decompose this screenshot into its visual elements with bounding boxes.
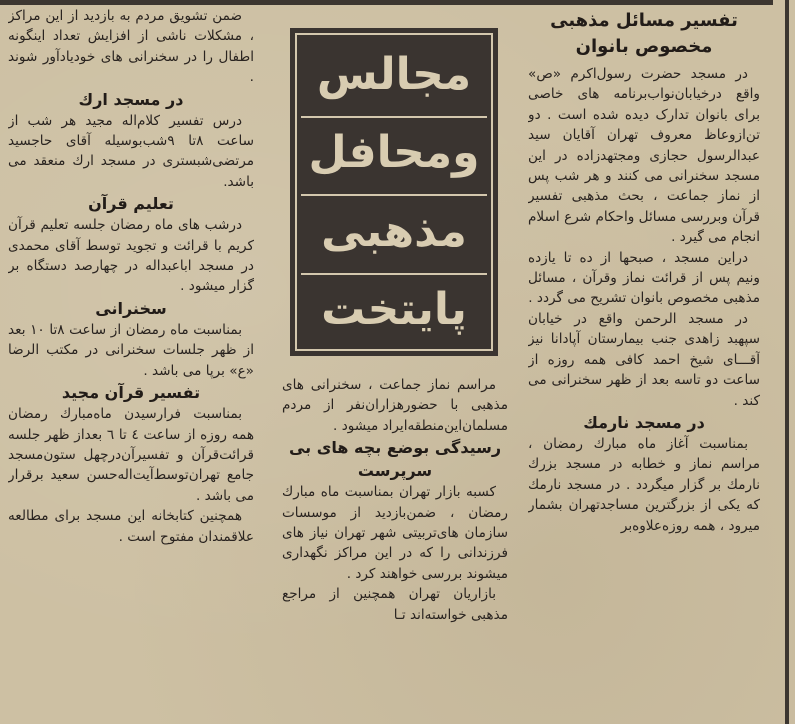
section-heading-orphans: رسیدگی بوضع بچه های بی سرپرست <box>288 438 502 481</box>
section-heading-quran-teaching: تعلیم قرآن <box>88 194 174 214</box>
article-paragraph: کسبه بازار تهران بمناسبت ماه مبارك رمضان ، ضمن‌بازدید از موسسات سازمان های‌تربیتی شهر تهران نیاز های فرزندانی را كه در این مراكز نگهداری میشوند بررسی خواهند كرد . <box>282 484 508 582</box>
section-heading-quran-tafsir: تفسیر قرآن مجید <box>61 383 201 403</box>
top-rule <box>0 0 773 5</box>
article-paragraph: مراسم نماز جماعت ، سخنرانی های مذهبی با حضورهزاران‌نفر از مردم مسلمان‌این‌منطقه‌ایراد میشود . <box>282 377 508 434</box>
right-column <box>528 8 760 724</box>
article-paragraph: درس تفسیر كلام‌اله مجید هر شب از ساعت ۸تا ۹شب‌بوسیله آقای حاجسید مرتضی‌شبستری در مسجد ارك منعقد می باشد. <box>8 112 254 190</box>
article-paragraph: در مسجد حضرت رسول‌اکرم «ص» واقع درخیابان‌نواب‌برنامه های خاصی برای بانوان تدارک دیده شده است . دو تن‌ازوعاظ معروف تهران آقایان سید عبدالرسول حجازی ومجتهدزاده در این مسجد سخنرانی می ‌کنند و هر شب پس از نماز جماعت ، بحث مذهبی تفسیر قرآن وبررسی مسائل واحکام شرع اسلام انجام می گیرد . <box>528 66 760 246</box>
headline-line: مذهبی <box>301 194 487 267</box>
left-column <box>8 6 254 724</box>
section-heading-narmak: در مسجد نارمك <box>583 412 705 432</box>
article-paragraph: بمناسبت ماه رمضان از ساعت ۸تا ۱۰ بعد از ظهر جلسات سخنرانی در مكتب الرضا «ع» برپا می باشد . <box>8 321 254 379</box>
headline-line: پایتخت <box>301 273 487 346</box>
article-paragraph: درشب های ماه رمضان جلسه تعلیم قرآن كریم با قرائت و تجوید توسط آقای محمدی در مسجد اباعبداله در چهارصد دستگاه بر گزار میشود . <box>8 217 254 295</box>
article-paragraph: همچنین كتابخانه این مسجد برای مطالعه علاقمندان مفتوح است . <box>8 508 254 545</box>
headline-frame <box>295 33 493 351</box>
section-heading-ark: در مسجد ارك <box>78 89 184 109</box>
article-paragraph: در مسجد الرحمن واقع در خیابان سپهبد زاهدی جنب بیمارستان آپادانا نیز آقـــای شیخ احمد کافی همه روزه از ساعت دو تاسه بعد از ظهر سخنرانی می کند . <box>528 310 760 409</box>
headline-line: ومحافل <box>301 116 487 189</box>
headline-box <box>290 28 498 356</box>
middle-column <box>282 375 508 724</box>
section-heading-lecture: سخنرانی <box>95 298 167 318</box>
article-title: تفسیر مسائل مذهبی مخصوص بانوان <box>550 10 738 57</box>
article-paragraph: بازاریان تهران همچنین از مراجع مذهبی خواسته‌اند تـا <box>282 586 508 623</box>
article-paragraph: بمناسبت آغاز ماه مبارك رمضان ، مراسم نماز و خطابه در مسجد بزرك نارمك بر گزار میگردد . در مسجد نارمك كه یكی از بزرگترین مساجدتهران بشمار میرود ، همه روزه‌علاوه‌بر <box>528 435 760 534</box>
headline-line: مجالس <box>301 39 487 110</box>
article-paragraph: دراین مسجد ، صبحها از ده تا یازده ونیم پس از قرائت نماز وقرآن ، مسائل مذهبی مخصوص بانوان تشریح می ‌گردد . <box>528 249 760 307</box>
right-column-rule <box>785 0 789 724</box>
article-paragraph: ضمن تشویق مردم به بازدید از این مراكز ، مشكلات ناشی از افزایش تعداد اینگونه اطفال را در سخنرانی های خودیادآور شوند . <box>8 8 254 86</box>
article-paragraph: بمناسبت فرارسیدن ماه‌مبارك رمضان همه روزه از ساعت ٤ تا ٦ بعداز ظهر جلسه قرائت‌قرآن و تفسیرآن‌درچهل ستون‌مسجد جامع تهران‌توسط‌آیت‌اله‌حسن سعید برقرار می باشد . <box>8 406 254 504</box>
